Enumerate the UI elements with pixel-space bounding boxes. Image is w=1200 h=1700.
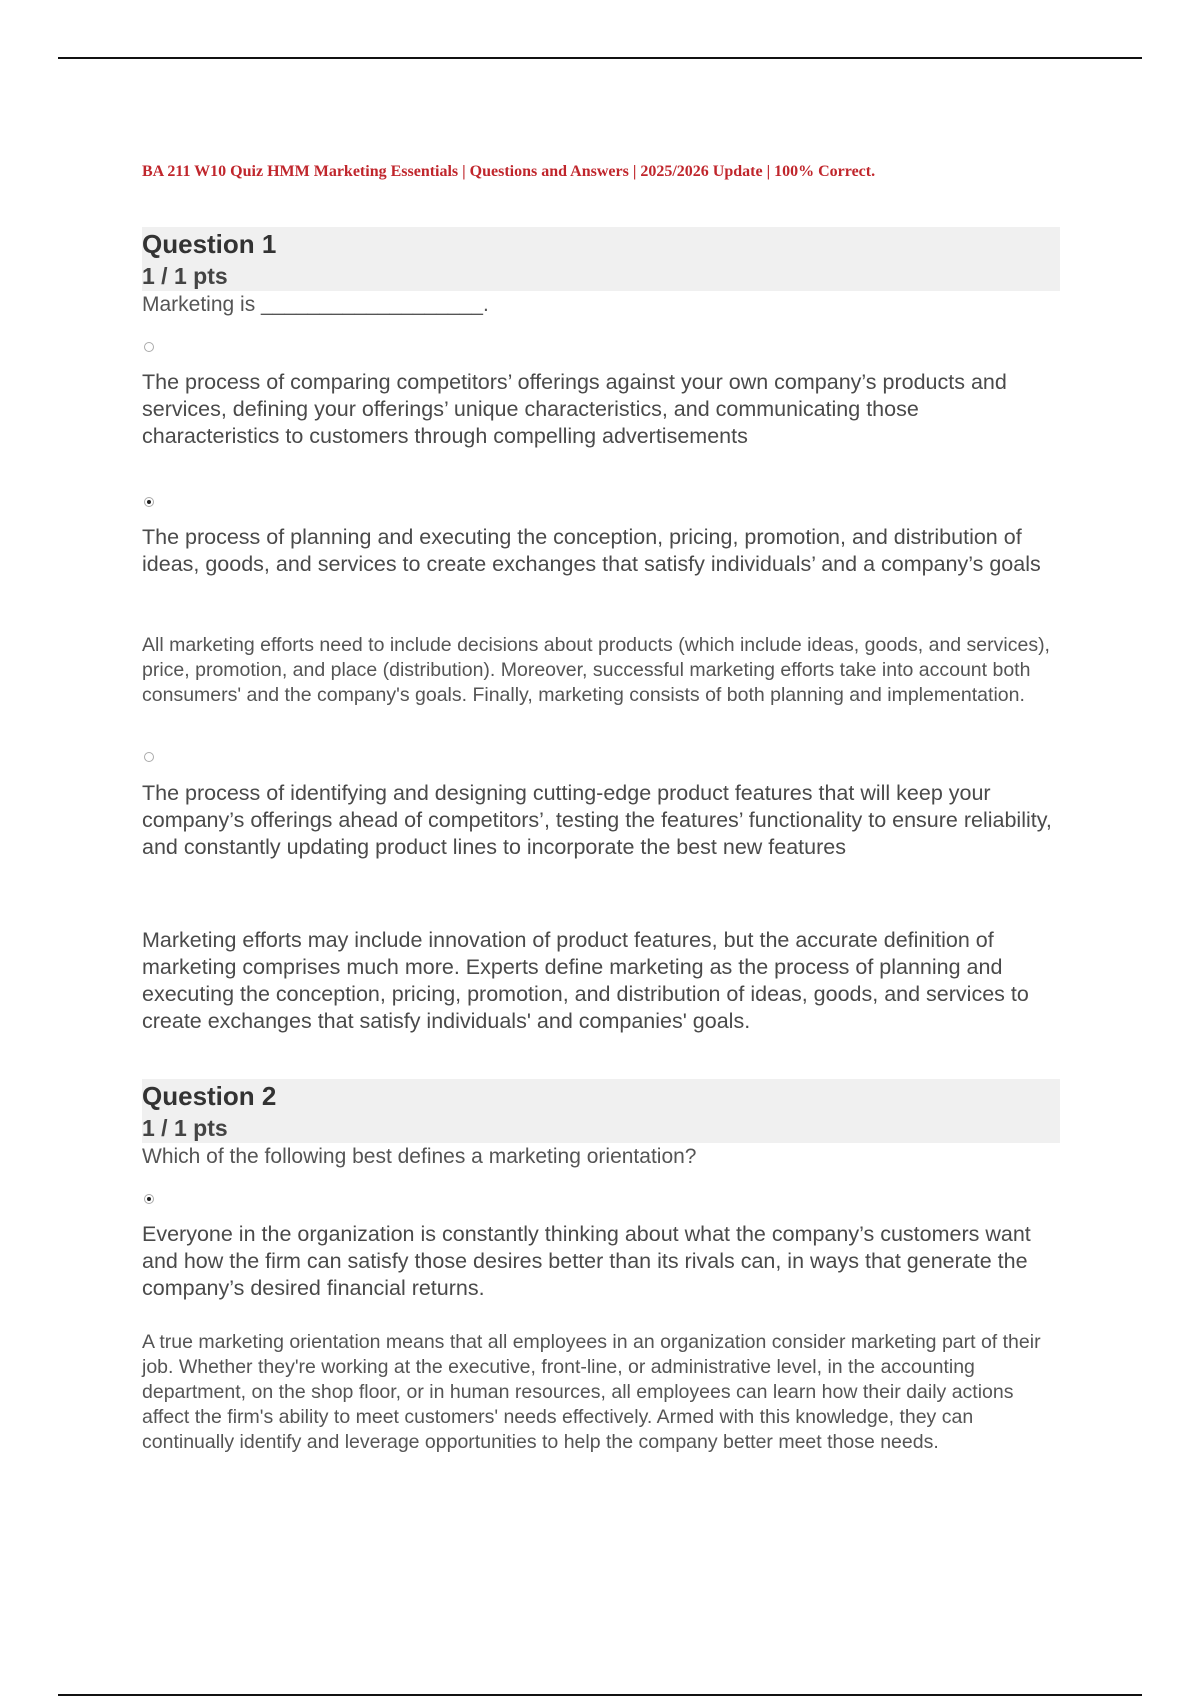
question-1-option-3-text: The process of identifying and designing cutting-edge product features that will keep your company’s offerings ahead of competitors’, testing the features’ functionality to ensure reliability, and constantly updating product lines to incorporate the best new features — [142, 781, 1052, 859]
question-2-prompt: Which of the following best defines a marketing orientation? — [142, 1145, 697, 1168]
question-1-option-2-radio[interactable] — [144, 497, 154, 507]
question-1-option-3-radio[interactable] — [144, 752, 154, 762]
question-2-title: Question 2 — [142, 1081, 277, 1111]
question-1-header — [142, 227, 1060, 291]
question-1-title: Question 1 — [142, 229, 277, 259]
question-1-option-1-radio[interactable] — [144, 342, 154, 352]
document-title: BA 211 W10 Quiz HMM Marketing Essentials | Questions and Answers | 2025/2026 Update | 100% Correct. — [142, 163, 876, 180]
question-2-option-1-radio[interactable] — [144, 1194, 154, 1204]
question-1-points: 1 / 1 pts — [142, 263, 228, 289]
question-1-option-2-text: The process of planning and executing the conception, pricing, promotion, and distribution of ideas, goods, and services to create exchanges that satisfy individuals’ and a company’s goals — [142, 525, 1041, 576]
bottom-rule — [58, 1694, 1142, 1696]
question-1-option-1-text: The process of comparing competitors’ offerings against your own company’s products and services, defining your offerings’ unique characteristics, and communicating those characteristics to customers through compelling advertisements — [142, 370, 1007, 448]
question-2-option-1-text: Everyone in the organization is constantly thinking about what the company’s customers want and how the firm can satisfy those desires better than its rivals can, in ways that generate the company’s desired financial returns. — [142, 1222, 1031, 1300]
question-2-option-1-feedback: A true marketing orientation means that all employees in an organization consider marketing part of their job. Whether they're working at the executive, front-line, or administrative level, in the accounting department, on the shop floor, or in human resources, all employees can learn how their daily actions affect the firm's ability to meet customers' needs effectively. Armed with this knowledge, they can continually identify and leverage opportunities to help the company better meet those needs. — [142, 1331, 1041, 1453]
question-1-option-3-feedback: Marketing efforts may include innovation of product features, but the accurate definition of marketing comprises much more. Experts define marketing as the process of planning and executing the conception, pricing, promotion, and distribution of ideas, goods, and services to create exchanges that satisfy individuals' and companies' goals. — [142, 928, 1029, 1033]
question-1-option-2-feedback: All marketing efforts need to include decisions about products (which include ideas, goods, and services), price, promotion, and place (distribution). Moreover, successful marketing efforts take into account both consumers' and the company's goals. Finally, marketing consists of both planning and implementation. — [142, 634, 1050, 706]
question-2-header — [142, 1079, 1060, 1143]
top-rule — [58, 57, 1142, 59]
question-1-prompt: Marketing is ___________________. — [142, 293, 489, 316]
question-2-points: 1 / 1 pts — [142, 1115, 228, 1141]
